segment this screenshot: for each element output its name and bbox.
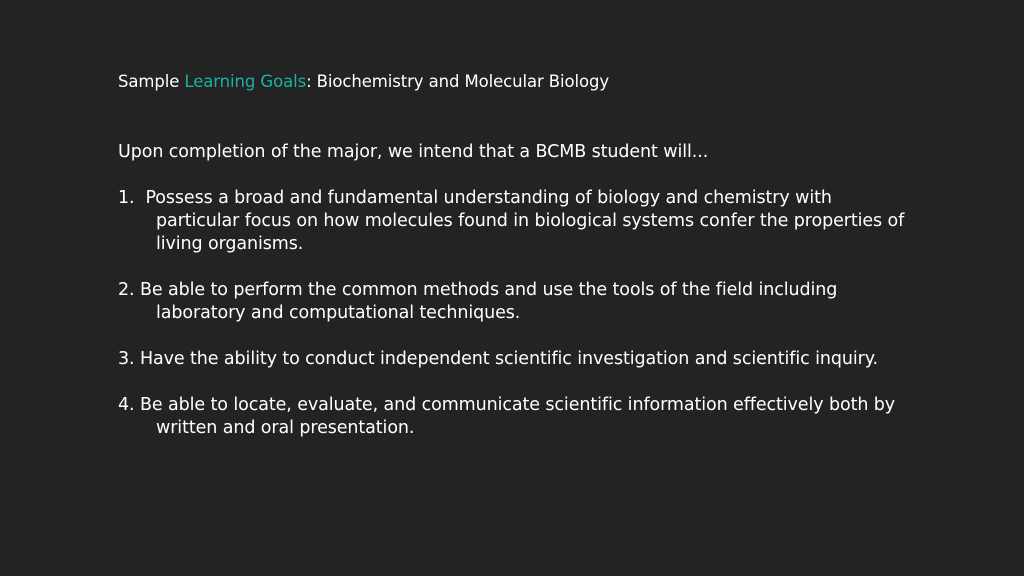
goal-item-4	[118, 394, 908, 440]
slide-title	[118, 71, 609, 93]
goal-number: 1.	[118, 188, 146, 208]
goal-text: Be able to perform the common methods and use the tools of the field including laboratory and computational techniques.	[139, 280, 838, 323]
slide-body	[118, 141, 908, 463]
goal-text: Possess a broad and fundamental understanding of biology and chemistry with particular focus on how molecules found in biological systems confer the properties of living organisms.	[145, 188, 905, 254]
goal-item-1	[118, 187, 908, 256]
title-suffix: : Biochemistry and Molecular Biology	[306, 72, 610, 91]
intro-text: Upon completion of the major, we intend that a BCMB student will...	[118, 142, 709, 162]
goal-item-3	[118, 348, 908, 371]
goal-text: Have the ability to conduct independent scientific investigation and scientific inquiry.	[139, 349, 878, 369]
goal-number: 4.	[118, 395, 140, 415]
title-highlight: Learning Goals	[184, 72, 307, 91]
goal-item-2	[118, 279, 908, 325]
goal-number: 2.	[118, 280, 140, 300]
goal-number: 3.	[118, 349, 140, 369]
title-prefix: Sample	[118, 72, 185, 91]
goal-text: Be able to locate, evaluate, and communicate scientific information effectively both by written and oral presentation.	[139, 395, 896, 438]
